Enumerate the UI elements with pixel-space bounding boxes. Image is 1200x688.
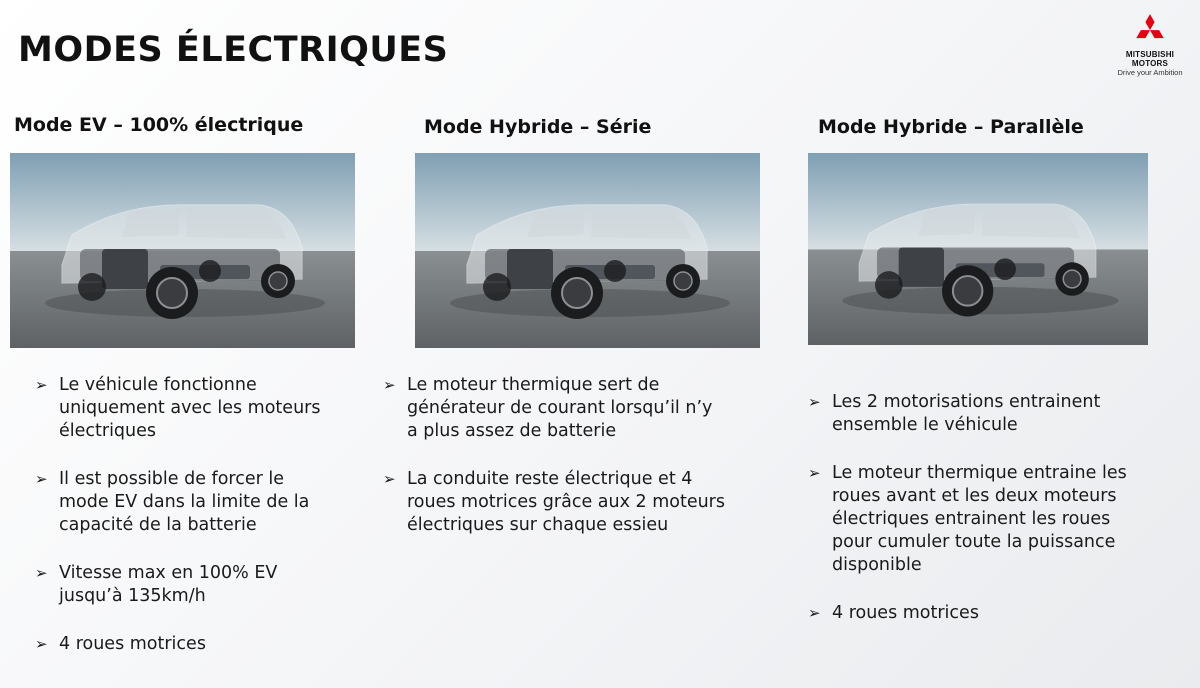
bullet-text: Le moteur thermique sert de générateur de courant lorsqu’il n’y a plus assez de batterie xyxy=(407,375,713,441)
arrow-bullet-icon: ➢ xyxy=(35,470,48,488)
list-item xyxy=(808,462,1148,577)
mitsubishi-logo xyxy=(1108,14,1192,78)
list-item xyxy=(35,562,335,608)
transparent-suv-chassis-icon xyxy=(808,153,1148,345)
bullet-text: 4 roues motrices xyxy=(832,603,979,623)
mode-ev-vehicle-image xyxy=(10,153,355,348)
arrow-bullet-icon: ➢ xyxy=(35,376,48,394)
list-item xyxy=(35,374,335,443)
three-diamonds-icon xyxy=(1131,14,1169,50)
arrow-bullet-icon: ➢ xyxy=(35,564,48,582)
bullet-text: Il est possible de forcer le mode EV dans la limite de la capacité de la batterie xyxy=(59,469,310,535)
arrow-bullet-icon: ➢ xyxy=(808,604,821,622)
arrow-bullet-icon: ➢ xyxy=(383,376,396,394)
bullet-text: Le véhicule fonctionne uniquement avec les moteurs électriques xyxy=(59,375,321,441)
transparent-suv-chassis-icon xyxy=(415,153,760,348)
list-item xyxy=(383,468,728,537)
arrow-bullet-icon: ➢ xyxy=(808,393,821,411)
mode-parallele-heading: Mode Hybride – Parallèle xyxy=(818,116,1084,138)
bullet-text: Vitesse max en 100% EV jusqu’à 135km/h xyxy=(59,563,278,606)
mode-serie-heading: Mode Hybride – Série xyxy=(424,116,652,138)
page-title: MODES ÉLECTRIQUES xyxy=(18,30,449,70)
bullet-text: Le moteur thermique entraine les roues avant et les deux moteurs électriques entrainent les roues pour cumuler toute la puissance disponible xyxy=(832,463,1127,575)
bullet-text: Les 2 motorisations entrainent ensemble le véhicule xyxy=(832,392,1101,435)
list-item xyxy=(808,391,1148,437)
logo-tagline: Drive your Ambition xyxy=(1117,68,1183,77)
mode-ev-heading: Mode EV – 100% électrique xyxy=(14,114,304,136)
arrow-bullet-icon: ➢ xyxy=(808,464,821,482)
bullet-text: La conduite reste électrique et 4 roues motrices grâce aux 2 moteurs électriques sur chaque essieu xyxy=(407,469,725,535)
arrow-bullet-icon: ➢ xyxy=(383,470,396,488)
mode-serie-vehicle-image xyxy=(415,153,760,348)
transparent-suv-chassis-icon xyxy=(10,153,355,348)
list-item xyxy=(35,468,335,537)
mode-parallele-bullet-list xyxy=(808,391,1148,625)
mode-ev-bullet-list xyxy=(35,374,335,656)
logo-brand-line2: MOTORS xyxy=(1131,59,1169,68)
arrow-bullet-icon: ➢ xyxy=(35,635,48,653)
list-item xyxy=(808,602,1148,625)
mode-parallele-vehicle-image xyxy=(808,153,1148,345)
logo-brand-line1: MITSUBISHI xyxy=(1125,50,1175,59)
mode-serie-bullet-list xyxy=(383,374,728,537)
bullet-text: 4 roues motrices xyxy=(59,634,206,654)
list-item xyxy=(35,633,335,656)
list-item xyxy=(383,374,728,443)
